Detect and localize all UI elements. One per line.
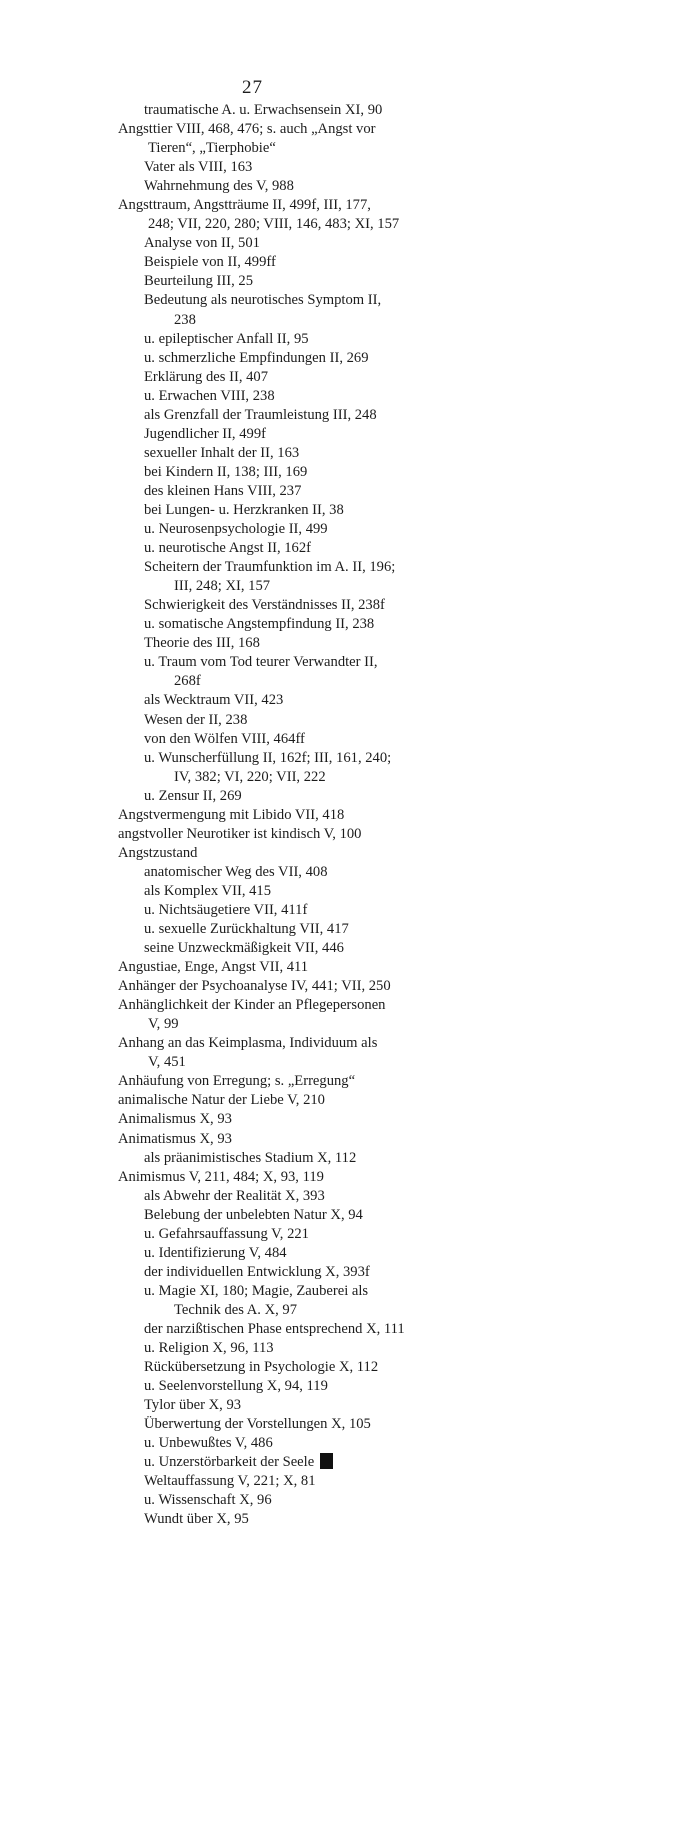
index-subentry <box>0 1358 697 1377</box>
entry-continuation-line: IV, 382; VI, 220; VII, 222 <box>174 768 326 785</box>
entry-line: u. Unzerstörbarkeit der Seele <box>144 1453 697 1472</box>
index-subentry <box>0 1339 697 1358</box>
index-subentry <box>0 1377 697 1396</box>
index-subentry <box>0 158 697 177</box>
entry-line: Animalismus X, 93 <box>118 1111 232 1128</box>
entry-continuation-line: 268f <box>174 673 201 690</box>
index-subentry <box>0 1472 697 1491</box>
entry-line: Bedeutung als neurotisches Symptom II, <box>144 292 382 309</box>
index-subentry <box>0 730 697 749</box>
index-subentry <box>0 234 697 253</box>
index-subentry <box>0 558 697 596</box>
index-subentry <box>0 1396 697 1415</box>
entry-line: Belebung der unbelebten Natur X, 94 <box>144 1206 363 1223</box>
entry-line: Wesen der II, 238 <box>144 711 248 728</box>
entry-line: traumatische A. u. Erwachsensein XI, 90 <box>144 102 383 118</box>
index-entry <box>0 120 697 158</box>
index-subentry <box>0 482 697 501</box>
index-entry <box>0 996 697 1034</box>
index-subentry <box>0 1206 697 1225</box>
index-entry <box>0 958 697 977</box>
index-subentry <box>0 1434 697 1453</box>
index-subentry <box>0 749 697 787</box>
index-entries <box>0 101 697 1530</box>
entry-line: von den Wölfen VIII, 464ff <box>144 730 305 747</box>
entry-continuation-line: V, 451 <box>148 1054 186 1071</box>
entry-line: Angstvermengung mit Libido VII, 418 <box>118 806 345 823</box>
entry-line: bei Kindern II, 138; III, 169 <box>144 463 308 480</box>
index-subentry <box>0 653 697 691</box>
index-subentry <box>0 177 697 196</box>
entry-line: u. Wissenschaft X, 96 <box>144 1492 272 1509</box>
entry-line: u. schmerzliche Empfindungen II, 269 <box>144 349 369 366</box>
index-subentry <box>0 101 697 120</box>
entry-line: Angstzustand <box>118 844 198 861</box>
index-subentry <box>0 939 697 958</box>
index-entry <box>0 1168 697 1187</box>
entry-line: Angsttier VIII, 468, 476; s. auch „Angst vor <box>118 121 376 138</box>
entry-line: Überwertung der Vorstellungen X, 105 <box>144 1416 371 1433</box>
entry-line: u. epileptischer Anfall II, 95 <box>144 330 309 347</box>
index-subentry <box>0 291 697 329</box>
index-subentry <box>0 253 697 272</box>
entry-line: u. Neurosenpsychologie II, 499 <box>144 521 328 538</box>
entry-line: u. Religion X, 96, 113 <box>144 1340 274 1357</box>
entry-line: Beurteilung III, 25 <box>144 273 254 290</box>
entry-line: Analyse von II, 501 <box>144 235 260 252</box>
index-subentry <box>0 444 697 463</box>
entry-line: als Komplex VII, 415 <box>144 882 272 899</box>
entry-line: sexueller Inhalt der II, 163 <box>144 444 300 461</box>
index-entry <box>0 196 697 234</box>
entry-line: Anhang an das Keimplasma, Individuum als <box>118 1035 378 1052</box>
index-subentry <box>0 368 697 387</box>
index-subentry <box>0 425 697 444</box>
index-subentry <box>0 901 697 920</box>
entry-line: anatomischer Weg des VII, 408 <box>144 863 328 880</box>
entry-line: u. Unbewußtes V, 486 <box>144 1435 273 1452</box>
entry-continuation-line: Technik des A. X, 97 <box>174 1301 298 1318</box>
entry-line: seine Unzweckmäßigkeit VII, 446 <box>144 940 344 957</box>
index-subentry <box>0 1510 697 1529</box>
entry-line: Scheitern der Traumfunktion im A. II, 196; <box>144 559 396 576</box>
entry-line: der narzißtischen Phase entsprechend X, 111 <box>144 1321 405 1337</box>
index-entry <box>0 825 697 844</box>
index-entry <box>0 1072 697 1091</box>
entry-line: Angsttraum, Angstträume II, 499f, III, 177, <box>118 197 371 214</box>
index-subentry <box>0 1225 697 1244</box>
entry-line: Anhäufung von Erregung; s. „Erregung“ <box>118 1073 356 1090</box>
entry-continuation-line: 238 <box>174 311 196 328</box>
index-subentry <box>0 1263 697 1282</box>
index-subentry <box>0 272 697 291</box>
index-subentry <box>0 596 697 615</box>
entry-line: u. Erwachen VIII, 238 <box>144 387 275 404</box>
entry-line: u. sexuelle Zurückhaltung VII, 417 <box>144 921 349 938</box>
index-subentry <box>0 1187 697 1206</box>
entry-line: angstvoller Neurotiker ist kindisch V, 100 <box>118 825 362 842</box>
index-subentry <box>0 330 697 349</box>
entry-line: als präanimistisches Stadium X, 112 <box>144 1149 357 1166</box>
entry-line: Wundt über X, 95 <box>144 1511 249 1528</box>
entry-continuation-line: Tieren“, „Tierphobie“ <box>148 140 276 157</box>
index-subentry <box>0 406 697 425</box>
index-subentry <box>0 1491 697 1510</box>
index-entry <box>0 977 697 996</box>
index-subentry <box>0 539 697 558</box>
index-subentry <box>0 787 697 806</box>
index-subentry <box>0 1415 697 1434</box>
index-subentry <box>0 882 697 901</box>
entry-continuation-line: V, 99 <box>148 1016 179 1033</box>
index-subentry <box>0 387 697 406</box>
index-subentry <box>0 711 697 730</box>
entry-line: Animismus V, 211, 484; X, 93, 119 <box>118 1168 324 1185</box>
index-subentry <box>0 1453 697 1472</box>
index-subentry <box>0 615 697 634</box>
entry-line: der individuellen Entwicklung X, 393f <box>144 1263 370 1280</box>
index-entry <box>0 806 697 825</box>
entry-line: Beispiele von II, 499ff <box>144 254 276 271</box>
entry-line: Rückübersetzung in Psychologie X, 112 <box>144 1359 379 1376</box>
entry-line: Anhänglichkeit der Kinder an Pflegepersonen <box>118 997 386 1014</box>
entry-line: Erklärung des II, 407 <box>144 368 269 385</box>
entry-line: u. Nichtsäugetiere VII, 411f <box>144 901 308 918</box>
index-subentry <box>0 1320 697 1339</box>
entry-line: u. neurotische Angst II, 162f <box>144 540 311 557</box>
entry-continuation-line: 248; VII, 220, 280; VIII, 146, 483; XI, 157 <box>148 216 400 233</box>
entry-line: Vater als VIII, 163 <box>144 159 253 176</box>
entry-line: Angustiae, Enge, Angst VII, 411 <box>118 959 309 976</box>
index-subentry <box>0 463 697 482</box>
entry-line: Theorie des III, 168 <box>144 635 260 652</box>
index-subentry <box>0 691 697 710</box>
index-subentry <box>0 501 697 520</box>
entry-line: Jugendlicher II, 499f <box>144 425 266 442</box>
index-subentry <box>0 520 697 539</box>
entry-line: als Abwehr der Realität X, 393 <box>144 1187 325 1204</box>
entry-line: u. Wunscherfüllung II, 162f; III, 161, 240; <box>144 749 392 766</box>
index-entry <box>0 1130 697 1149</box>
index-subentry <box>0 863 697 882</box>
entry-line: als Grenzfall der Traumleistung III, 248 <box>144 406 377 423</box>
index-subentry <box>0 1244 697 1263</box>
entry-line: u. somatische Angstempfindung II, 238 <box>144 616 375 633</box>
entry-line: animalische Natur der Liebe V, 210 <box>118 1092 325 1109</box>
entry-line: u. Traum vom Tod teurer Verwandter II, <box>144 654 378 671</box>
entry-line: u. Identifizierung V, 484 <box>144 1244 287 1261</box>
index-subentry <box>0 349 697 368</box>
index-subentry <box>0 1149 697 1168</box>
entry-line: bei Lungen- u. Herzkranken II, 38 <box>144 501 344 518</box>
index-entry <box>0 1110 697 1129</box>
entry-line: als Wecktraum VII, 423 <box>144 692 284 709</box>
index-subentry <box>0 1282 697 1320</box>
entry-line: Tylor über X, 93 <box>144 1397 242 1414</box>
entry-line: Animatismus X, 93 <box>118 1130 232 1147</box>
ink-blot-mark <box>320 1453 333 1469</box>
entry-line: Schwierigkeit des Verständnisses II, 238f <box>144 597 385 614</box>
entry-line: u. Gefahrsauffassung V, 221 <box>144 1225 309 1242</box>
entry-line: u. Zensur II, 269 <box>144 787 242 804</box>
index-entry <box>0 844 697 863</box>
entry-line: des kleinen Hans VIII, 237 <box>144 482 302 499</box>
entry-line: Weltauffassung V, 221; X, 81 <box>144 1473 316 1490</box>
entry-continuation-line: III, 248; XI, 157 <box>174 578 271 595</box>
index-entry <box>0 1091 697 1110</box>
entry-line: Wahrnehmung des V, 988 <box>144 178 294 195</box>
entry-line: u. Magie XI, 180; Magie, Zauberei als <box>144 1282 369 1299</box>
index-entry <box>0 1034 697 1072</box>
entry-line: Anhänger der Psychoanalyse IV, 441; VII, 250 <box>118 978 391 995</box>
index-subentry <box>0 634 697 653</box>
entry-line: u. Seelenvorstellung X, 94, 119 <box>144 1378 328 1395</box>
index-subentry <box>0 920 697 939</box>
page-number: 27 <box>242 77 263 98</box>
